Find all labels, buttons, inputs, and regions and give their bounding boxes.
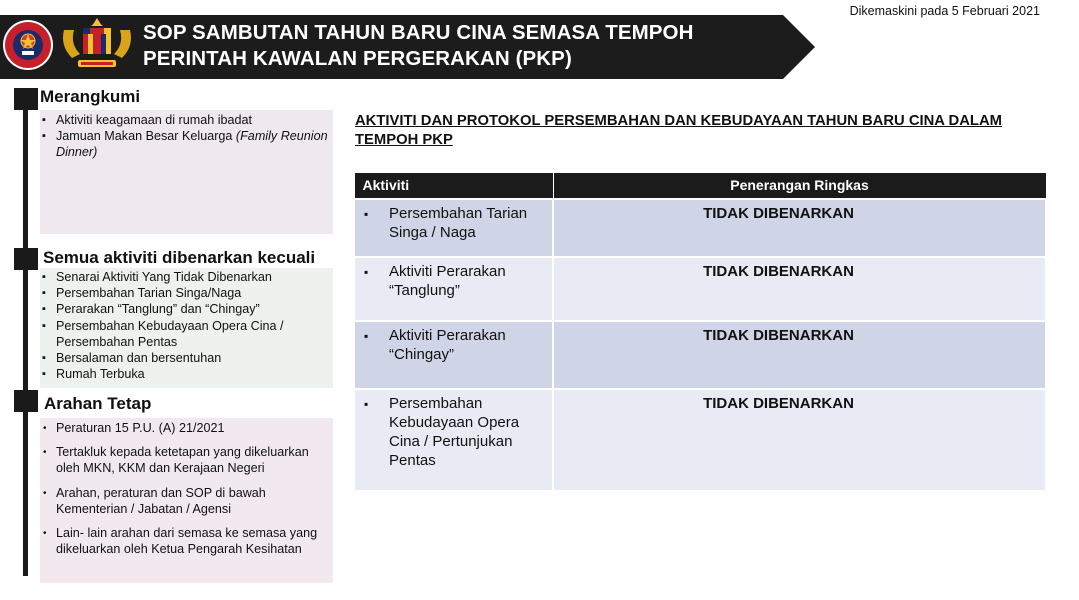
page-title: SOP SAMBUTAN TAHUN BARU CINA SEMASA TEMPOH PERINTAH KAWALAN PERGERAKAN (PKP) bbox=[143, 21, 694, 70]
bullet-square-icon: ▪ bbox=[42, 114, 46, 126]
status-cell: TIDAK DIBENARKAN bbox=[553, 257, 1046, 321]
bullet-square-icon: ▪ bbox=[364, 206, 369, 221]
column-header-activity: Aktiviti bbox=[354, 173, 553, 199]
panel-merangkumi bbox=[40, 110, 333, 234]
bullet-dot-icon: • bbox=[43, 423, 47, 434]
activity-cell: ▪ Persembahan Tarian Singa / Naga bbox=[354, 199, 553, 257]
table-row bbox=[354, 321, 1046, 389]
status-cell: TIDAK DIBENARKAN bbox=[553, 199, 1046, 257]
panel-arahan-tetap bbox=[40, 418, 333, 583]
bullet-dot-icon: • bbox=[43, 528, 47, 540]
timeline-line bbox=[23, 100, 28, 576]
bullet-square-icon: ▪ bbox=[42, 368, 46, 381]
activities-heading: AKTIVITI DAN PROTOKOL PERSEMBAHAN DAN KEBUDAYAAN TAHUN BARU CINA DALAM TEMPOH PKP bbox=[355, 113, 1002, 148]
bullet-square-icon: ▪ bbox=[42, 352, 46, 365]
list-item: • Arahan, peraturan dan SOP di bawah Kementerian / Jabatan / Agensi bbox=[43, 485, 266, 516]
header-banner bbox=[0, 15, 815, 79]
bullet-square-icon: ▪ bbox=[42, 319, 46, 332]
bullet-square-icon: ▪ bbox=[364, 396, 369, 411]
bullet-square-icon: ▪ bbox=[364, 328, 369, 343]
list-item: • Peraturan 15 P.U. (A) 21/2021 bbox=[40, 420, 333, 436]
section-title-arahan-tetap: Arahan Tetap bbox=[44, 394, 152, 413]
section-title-kecuali: Semua aktiviti dibenarkan kecuali bbox=[43, 248, 316, 267]
list-item: ▪ Rumah Terbuka bbox=[42, 367, 145, 382]
list-item: • Lain- lain arahan dari semasa ke semasa yang dikeluarkan oleh Ketua Pengarah Kesihatan bbox=[43, 526, 318, 557]
table-row bbox=[354, 257, 1046, 321]
coat-of-arms-icon bbox=[58, 16, 136, 74]
bullet-square-icon: ▪ bbox=[42, 130, 46, 143]
activity-cell: ▪ Aktiviti Perarakan “Tanglung” bbox=[354, 257, 553, 321]
list-item: ▪ Persembahan Tarian Singa/Naga bbox=[42, 286, 242, 301]
table-header-row bbox=[354, 173, 1046, 199]
section-marker bbox=[14, 88, 38, 110]
table-row bbox=[354, 389, 1046, 491]
column-header-description: Penerangan Ringkas bbox=[553, 173, 1046, 199]
section-title-merangkumi: Merangkumi bbox=[40, 87, 141, 106]
section-marker bbox=[14, 390, 38, 412]
list-item: ▪ Persembahan Kebudayaan Opera Cina / Persembahan Pentas bbox=[42, 318, 284, 349]
panel-kecuali bbox=[40, 268, 333, 388]
activity-cell: ▪ Aktiviti Perarakan “Chingay” bbox=[354, 321, 553, 389]
activity-cell: ▪ Persembahan Kebudayaan Opera Cina / Pertunjukan Pentas bbox=[354, 389, 553, 491]
activities-table bbox=[353, 172, 1047, 492]
list-item: • Tertakluk kepada ketetapan yang dikeluarkan oleh MKN, KKM dan Kerajaan Negeri bbox=[43, 445, 309, 476]
bullet-square-icon: ▪ bbox=[42, 303, 46, 316]
status-cell: TIDAK DIBENARKAN bbox=[553, 389, 1046, 491]
list-item: ▪ Jamuan Makan Besar Keluarga (Family Reunion Dinner) bbox=[42, 129, 328, 160]
list-item: ▪ Perarakan “Tanglung” dan “Chingay” bbox=[42, 302, 260, 317]
status-cell: TIDAK DIBENARKAN bbox=[553, 321, 1046, 389]
bullet-dot-icon: • bbox=[43, 447, 47, 459]
bullet-dot-icon: • bbox=[43, 487, 47, 499]
list-item: ▪ Senarai Aktiviti Yang Tidak Dibenarkan bbox=[42, 270, 272, 284]
table-row bbox=[354, 199, 1046, 257]
bullet-square-icon: ▪ bbox=[42, 287, 46, 300]
bullet-square-icon: ▪ bbox=[42, 271, 46, 283]
list-item: ▪ Bersalaman dan bersentuhan bbox=[42, 351, 222, 366]
bullet-square-icon: ▪ bbox=[364, 264, 369, 279]
updated-date: Dikemaskini pada 5 Februari 2021 bbox=[849, 4, 1040, 18]
nsc-logo-icon bbox=[2, 19, 54, 71]
list-item: ▪ Aktiviti keagamaan di rumah ibadat bbox=[42, 113, 253, 127]
section-marker bbox=[14, 248, 38, 270]
